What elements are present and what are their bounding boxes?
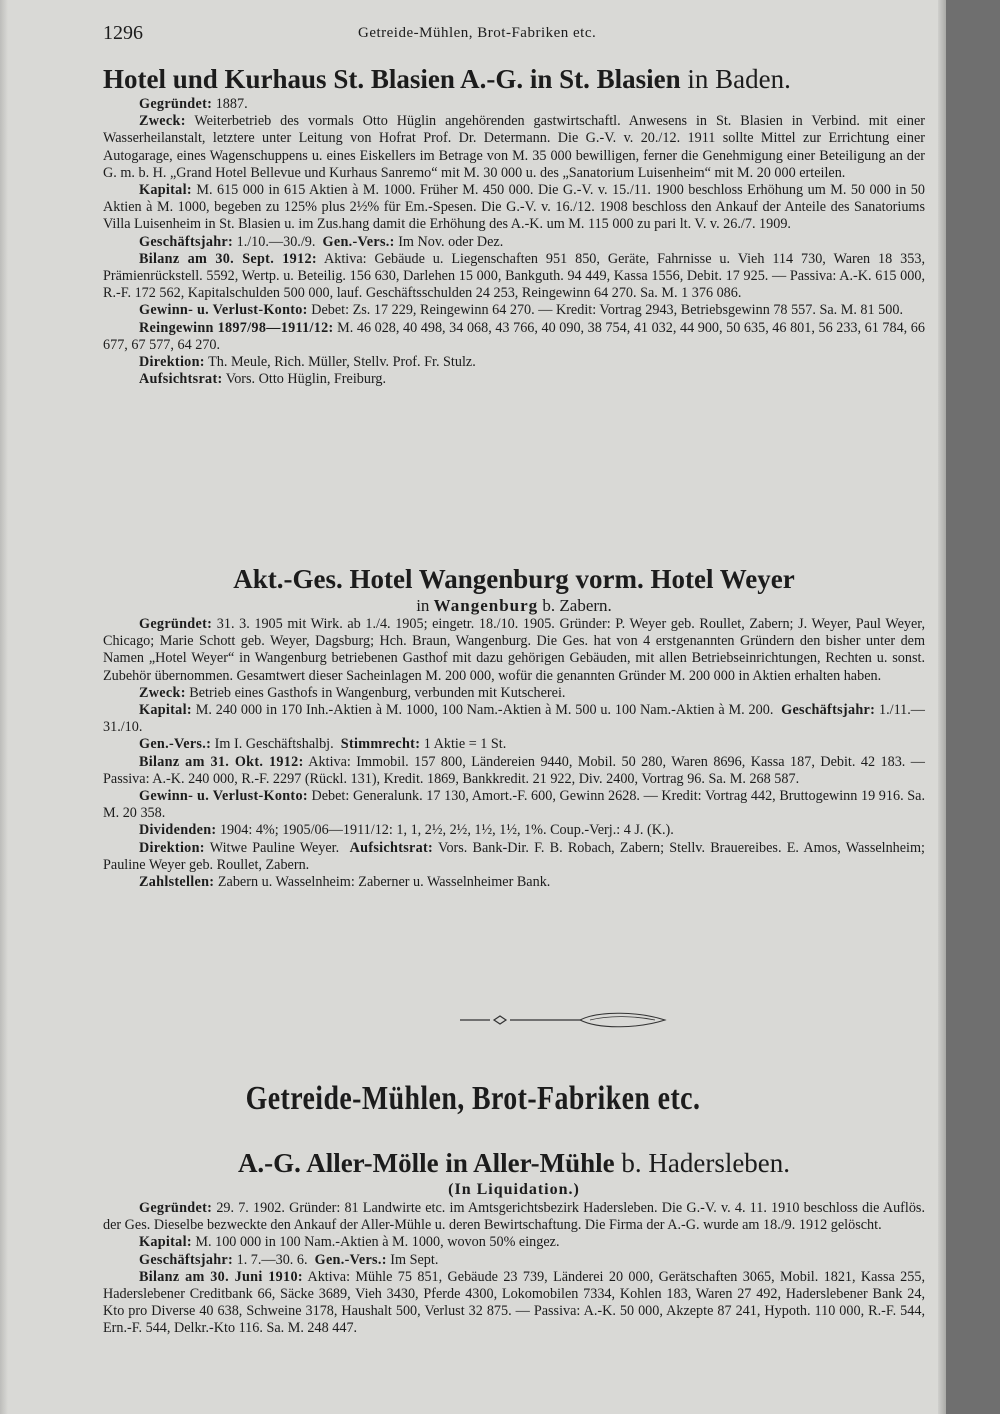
field-key: Zahlstellen: — [139, 874, 215, 891]
paragraph-gegruendet — [103, 96, 925, 113]
entry-title-main: Hotel und Kurhaus St. Blasien A.-G. in St. Blasien — [103, 64, 681, 94]
field-key: Gegründet: — [139, 616, 213, 632]
field-key: Gewinn- u. Verlust-Konto: — [139, 788, 308, 805]
running-title: Getreide-Mühlen, Brot-Fabriken etc. — [358, 25, 597, 41]
field-text: Im I. Geschäftshalbj. — [211, 736, 334, 753]
field-text: Aktiva: Gebäude u. Liegenschaften 951 850, Geräte, Fahrnisse u. Vieh 114 730, Waren 18 353, Prämienrückstell. 5592, Wertp. u. Beteilig. 156 630, Darlehen 15 000, Bankguth. 94 449, Kassa 1556, Debit. 17 925. — Passiva: A.-K. 615 000, R.-F. 172 562, Kapitalschulden 500 000, lauf. Geschäftsschulden 24 253, Reingewinn 64 270. Sa. M. 1 376 086. — [103, 250, 925, 302]
field-text: 1. 7.—30. 6. — [233, 1251, 308, 1268]
entry-title — [103, 62, 925, 96]
paragraph-gewinn-verlust — [103, 302, 925, 319]
field-key: Geschäftsjahr: — [139, 1251, 234, 1268]
ornament-divider — [460, 1008, 670, 1032]
entry-body — [103, 96, 925, 388]
field-key: Zweck: — [139, 684, 186, 701]
field-text: M. 615 000 in 615 Aktien à M. 1000. Früher M. 450 000. Die G.-V. v. 15./11. 1900 beschloss Erhöhung um M. 50 000 in 50 Aktien à M. 1000, begeben zu 125% plus 2½% für Em.-Spesen. Die G.-V. v. 16./12. 1908 beschloss den Ankauf der Anteile des Sanatoriums Villa Luisenheim in St. Blasien u. im Zus.hang damit die Erhöhung des A.-K. um M. 115 000 zu pari lt. V. v. 26./7. 1909. — [103, 182, 925, 233]
field-key: Kapital: — [139, 182, 192, 199]
field-text: Witwe Pauline Weyer. — [204, 839, 340, 856]
field-text: Weiterbetrieb des vormals Otto Hüglin angehörenden gastwirtschaftl. Anwesens in St. Blasien in Verbind. mit einer Wasserheilanstalt, letztere unter Leitung von Hofrat Prof. Dr. Determann. Die G.-V. v. 20./12. 1911 sollte Mittel zur Errichtung einer Autogarage, eines Wagenschuppens u. eines Eiskellers im Betrage von M. 35 000 bewilligen, ferner die Genehmigung einer Beteiligung an der G. m. b. H. „Grand Hotel Bellevue und Kurhaus Sanremo“ mit M. 30 000 u. des „Sanatorium Luisenheim“ mit M. 20 000 erteilen. — [103, 113, 925, 181]
paragraph-kapital — [103, 1234, 925, 1251]
field-text: Betrieb eines Gasthofs in Wangenburg, verbunden mit Kutscherei. — [185, 684, 566, 701]
paragraph-dividenden — [103, 822, 925, 839]
paragraph-geschaeftsjahr — [103, 234, 925, 251]
field-text: Im Nov. oder Dez. — [394, 233, 504, 250]
field-key: Aufsichtsrat: — [139, 371, 223, 388]
entry-subtitle — [103, 596, 925, 616]
field-text: 31. 3. 1905 mit Wirk. ab 1./4. 1905; eingetr. 18./10. 1905. Gründer: P. Weyer geb. Roullet, Zabern; J. Weyer, Paul Weyer, Chicago; Marie Schott geb. Weyer, Dagsburg; Hch. Braun, Wangenburg. Die Ges. hat von 4 erstgenannten Gründern den bisher unter dem Namen „Hotel Weyer“ in Wangenburg betriebenen Gasthof mit dazu gehörigen Gebäuden, mit allen Betriebseinrichtungen, Rechten u. sonst. Zubehör übernommen. Gesamtwert dieser Sacheinlagen M. 200 000, wofür die genannten Gründer M. 200 000 in Aktien erhalten haben. — [103, 616, 925, 684]
field-key: Bilanz am 30. Juni 1910: — [139, 1268, 303, 1285]
field-text: Vors. Otto Hüglin, Freiburg. — [222, 371, 387, 388]
field-key: Kapital: — [139, 702, 192, 719]
field-key: Gen.-Vers.: — [322, 233, 395, 250]
entry-hotel-wangenburg — [103, 562, 925, 891]
entry-hotel-st-blasien — [103, 62, 925, 388]
field-text: Th. Meule, Rich. Müller, Stellv. Prof. Fr. Stulz. — [204, 354, 476, 371]
field-text: 1./11.—31./10. — [103, 702, 925, 736]
field-text: 1904: 4%; 1905/06—1911/12: 1, 1, 2½, 2½, 1½, 1½, 1%. Coup.-Verj.: 4 J. (K.). — [216, 822, 674, 839]
field-key: Bilanz am 31. Okt. 1912: — [139, 753, 304, 770]
entry-title — [103, 1146, 925, 1180]
page-edge — [0, 0, 8, 1414]
paragraph-gegruendet — [103, 616, 925, 685]
entry-title-location: in Baden. — [687, 64, 791, 94]
paragraph-kapital — [103, 702, 925, 736]
paragraph-gen-vers — [103, 736, 925, 753]
paragraph-geschaeftsjahr — [103, 1252, 925, 1269]
paragraph-zweck — [103, 685, 925, 702]
field-text: Zabern u. Wasselnheim: Zaberner u. Wasselnheimer Bank. — [214, 874, 551, 891]
field-text: Vors. Bank-Dir. F. B. Robach, Zabern; Stellv. Brauereibes. E. Amos, Wasselnheim; Pauline Weyer geb. Roullet, Zabern. — [103, 839, 925, 873]
entry-body — [103, 1200, 925, 1338]
field-text: 29. 7. 1902. Gründer: 81 Landwirte etc. im Amtsgerichtsbezirk Hadersleben. Die G.-V. v. 4. 11. 1910 beschloss die Auflös. der Ges. Dieselbe bezweckte den Ankauf der Aller-Mühle u. deren Bewirtschaftung. Die Firma der A.-G. wurde am 18./9. 1912 gelöscht. — [103, 1200, 925, 1234]
field-key: Gegründet: — [139, 96, 213, 112]
field-key: Kapital: — [139, 1234, 192, 1251]
field-text: Debet: Generalunk. 17 130, Amort.-F. 600, Gewinn 2628. — Kredit: Vortrag 442, Bruttogewinn 19 916. Sa. M. 20 358. — [103, 788, 925, 822]
field-key: Direktion: — [139, 839, 205, 856]
entry-body — [103, 616, 925, 891]
field-key: Gen.-Vers.: — [139, 736, 212, 753]
page-header — [103, 22, 916, 46]
field-key: Aufsichtsrat: — [349, 839, 434, 856]
paragraph-bilanz — [103, 1269, 925, 1338]
field-key: Gewinn- u. Verlust-Konto: — [139, 302, 308, 319]
subtitle-rest: b. Zabern. — [542, 596, 612, 615]
field-text: Debet: Zs. 17 229, Reingewinn 64 270. — Kredit: Vortrag 2943, Betriebsgewinn 78 557. Sa. M. 81 500. — [307, 302, 903, 319]
paragraph-zweck — [103, 113, 925, 182]
paragraph-zahlstellen — [103, 874, 925, 891]
paragraph-reingewinn — [103, 320, 925, 354]
entry-aller-moelle — [103, 1146, 925, 1338]
field-key: Bilanz am 30. Sept. 1912: — [139, 250, 317, 267]
field-key: Gen.-Vers.: — [314, 1251, 387, 1268]
entry-title: Akt.-Ges. Hotel Wangenburg vorm. Hotel Weyer — [233, 564, 795, 594]
field-key: Dividenden: — [139, 822, 217, 839]
paragraph-direktion — [103, 840, 925, 874]
subtitle-place: Wangenburg — [433, 596, 539, 615]
paragraph-bilanz — [103, 754, 925, 788]
paragraph-bilanz — [103, 251, 925, 303]
liquidation-note: (In Liquidation.) — [448, 1181, 580, 1198]
field-text: 1./10.—30./9. — [233, 233, 316, 250]
field-text: M. 46 028, 40 498, 34 068, 43 766, 40 090, 38 754, 41 032, 44 900, 50 635, 46 801, 56 233, 61 784, 66 677, 67 577, 64 270. — [103, 319, 925, 353]
field-text: Im Sept. — [386, 1251, 439, 1268]
field-text: Aktiva: Immobil. 157 800, Ländereien 9440, Mobil. 50 280, Waren 8696, Kassa 187, Debit. 42 183. — Passiva: A.-K. 240 000, R.-F. 2297 (Rückl. 131), Kredit. 1869, Bankkredit. 21 922, Div. 2400, Vortrag 96. Sa. M. 268 587. — [103, 753, 925, 787]
paragraph-kapital — [103, 182, 925, 234]
paragraph-aufsichtsrat — [103, 371, 925, 388]
paragraph-gegruendet — [103, 1200, 925, 1234]
field-key: Reingewinn 1897/98—1911/12: — [139, 319, 334, 336]
paragraph-direktion — [103, 354, 925, 371]
entry-title-main: A.-G. Aller-Mölle in Aller-Mühle — [237, 1148, 615, 1178]
field-key: Geschäftsjahr: — [781, 702, 876, 719]
entry-title-location: b. Hadersleben. — [621, 1148, 791, 1178]
field-key: Geschäftsjahr: — [139, 233, 234, 250]
field-text: 1 Aktie = 1 St. — [420, 736, 507, 753]
field-text: M. 100 000 in 100 Nam.-Aktien à M. 1000, wovon 50% eingez. — [191, 1234, 560, 1251]
field-text: Aktiva: Mühle 75 851, Gebäude 23 739, Länderei 20 000, Gerätschaften 3065, Mobil. 1821, Kassa 255, Haderslebener Creditbank 66, Säcke 3689, Vieh 3430, Pferde 4300, Lokomobilen 7334, Kohlen 183, Waren 27 492, Haderslebener Bank 24, Kto pro Diverse 40 638, Schweine 3178, Haushalt 500, Verlust 32 875. — Passiva: A.-K. 50 000, Akzepte 87 241, Hypoth. 110 000, R.-F. 544, Ern.-F. 544, Delkr.-Kto 116. Sa. M. 248 447. — [103, 1268, 926, 1337]
field-text: M. 240 000 in 170 Inh.-Aktien à M. 1000, 100 Nam.-Aktien à M. 500 u. 100 Nam.-Aktien à M. 200. — [191, 702, 774, 719]
page-number: 1296 — [103, 22, 143, 44]
section-title: Getreide-Mühlen, Brot-Fabriken etc. — [245, 1080, 701, 1117]
field-key: Gegründet: — [139, 1200, 213, 1216]
field-key: Stimmrecht: — [340, 736, 421, 753]
subtitle-in: in — [416, 596, 430, 615]
paragraph-gewinn-verlust — [103, 788, 925, 822]
field-key: Zweck: — [139, 113, 186, 130]
field-text: 1887. — [212, 96, 248, 112]
field-key: Direktion: — [139, 354, 205, 371]
